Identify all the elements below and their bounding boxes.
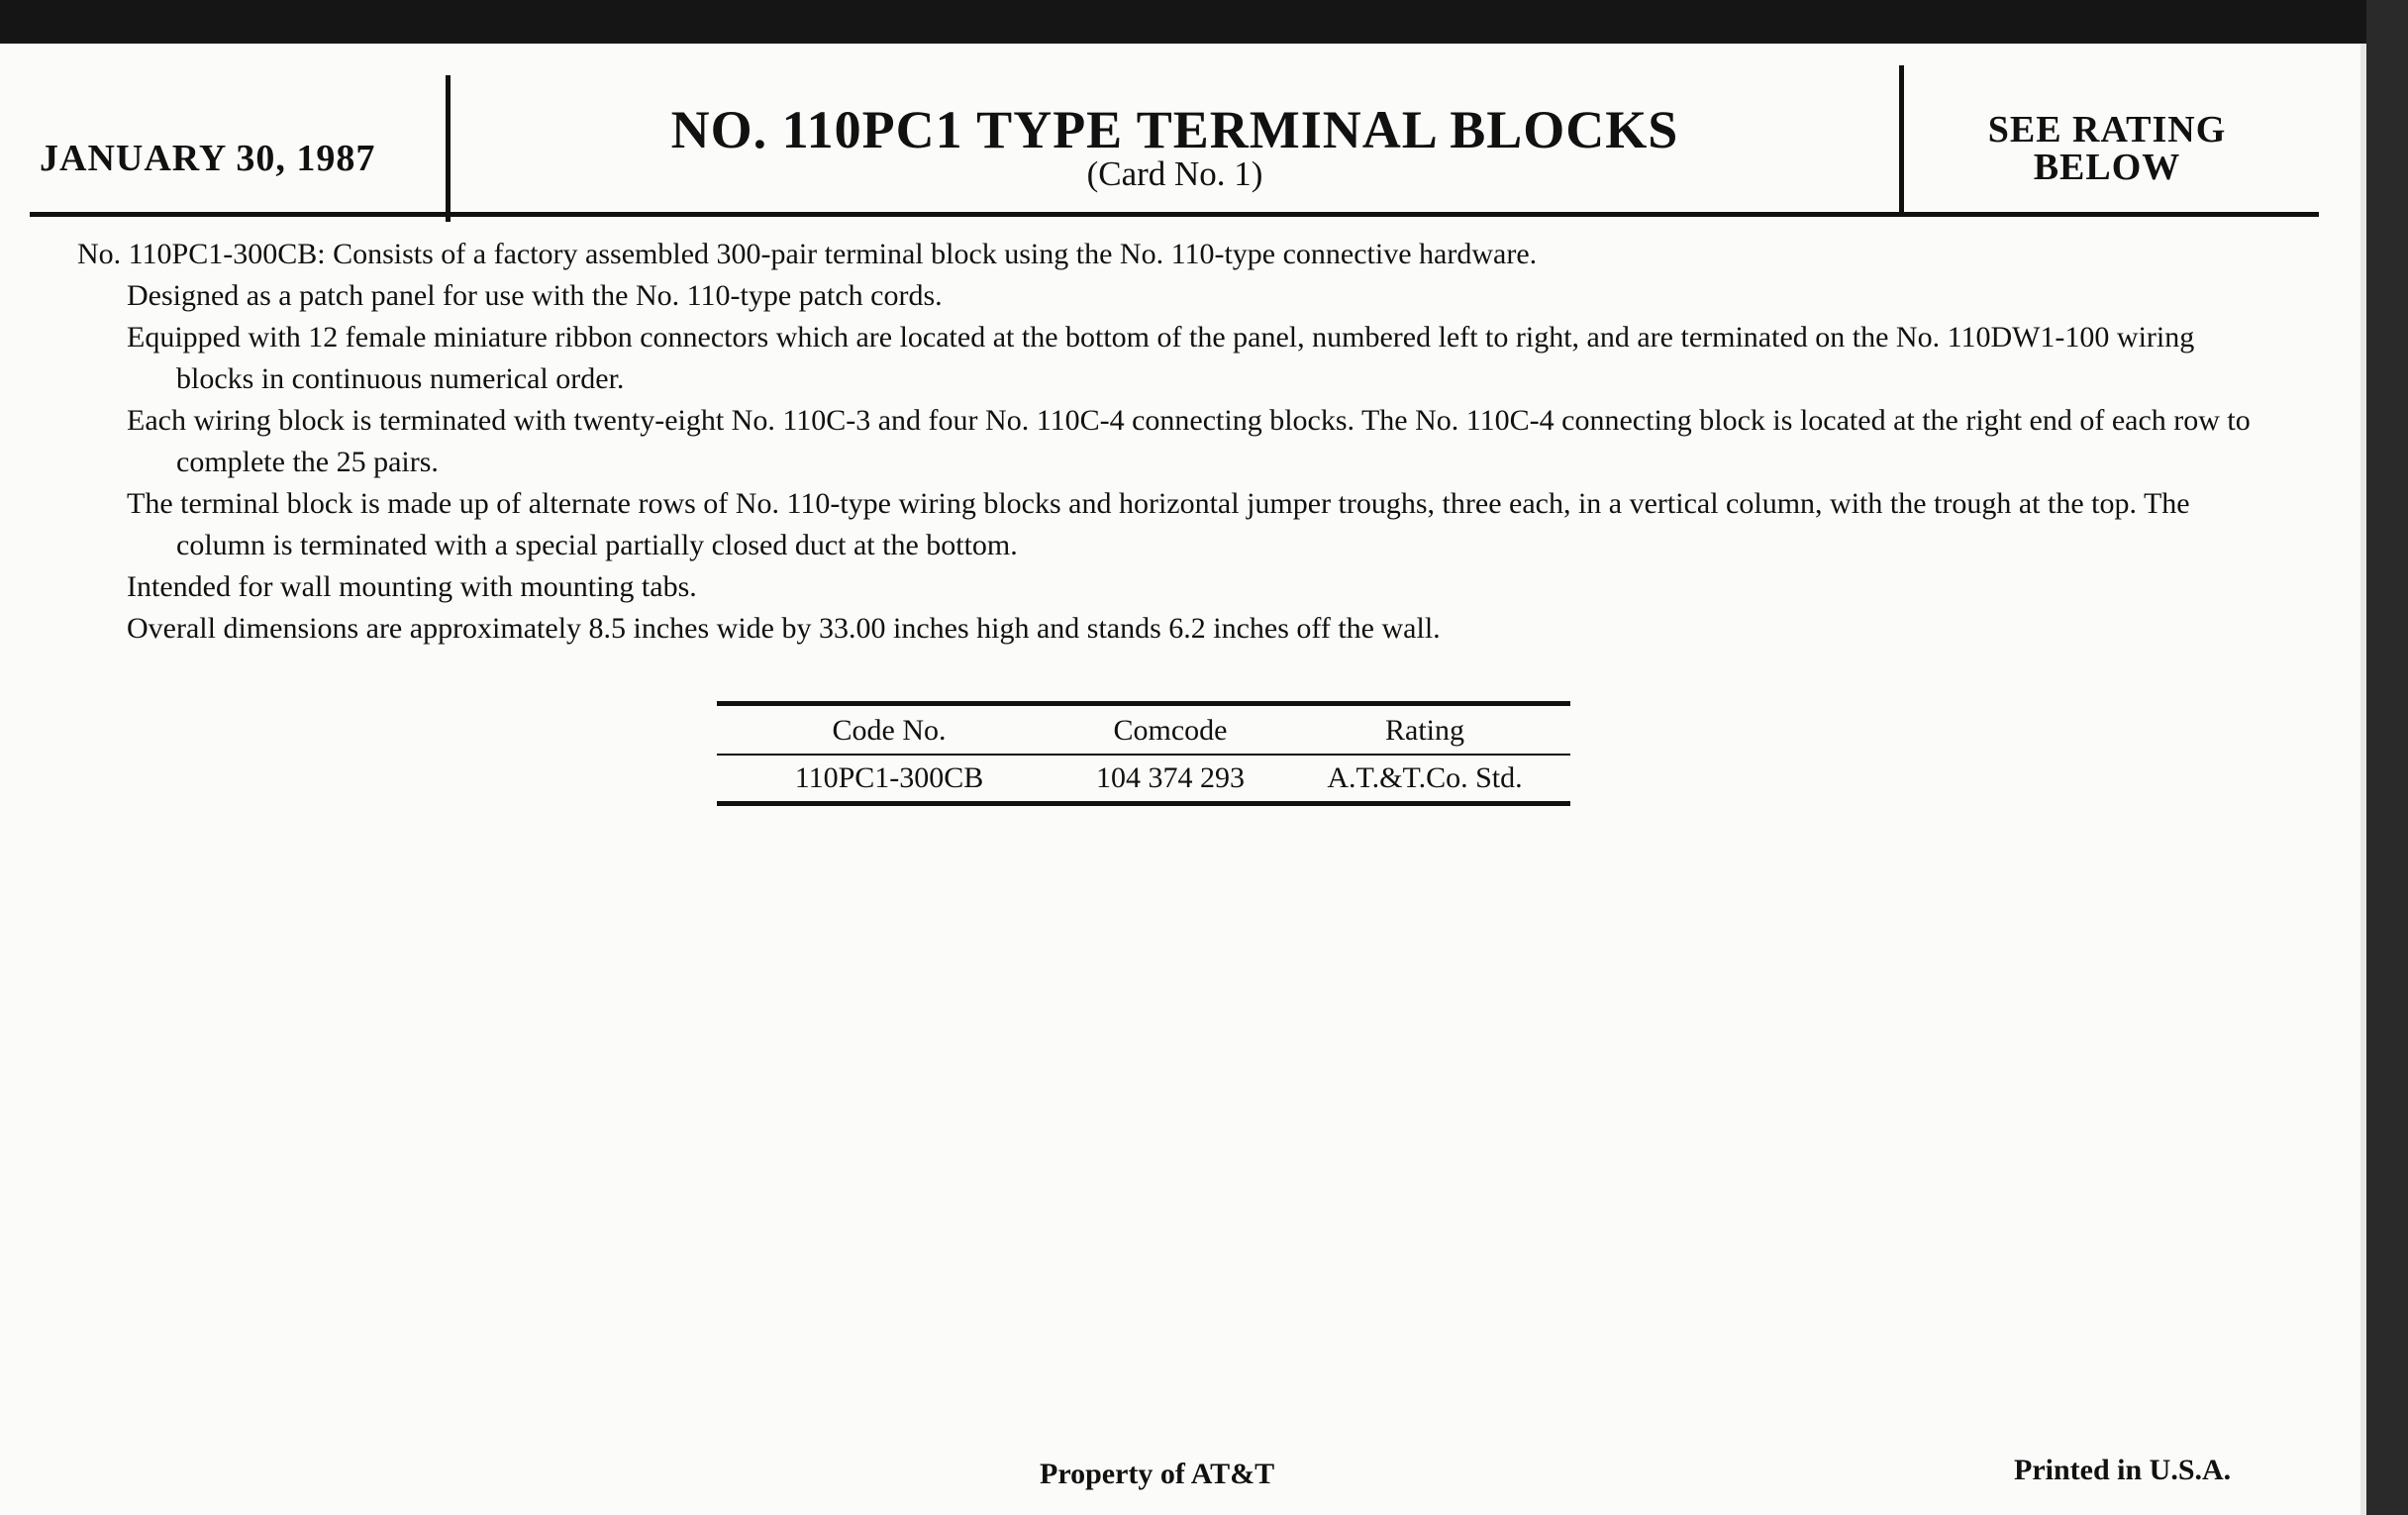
cell-rating: A.T.&T.Co. Std. — [1327, 761, 1523, 794]
table-bottom-rule — [717, 801, 1570, 806]
column-header-comcode: Comcode — [1113, 714, 1228, 747]
description-paragraph: Overall dimensions are approximately 8.5 inches wide by 33.00 inches high and stands 6.2 inches off the wall. — [127, 612, 1441, 645]
column-header-rating: Rating — [1385, 714, 1464, 747]
printed-notice: Printed in U.S.A. — [2014, 1454, 2232, 1486]
description-paragraph: Each wiring block is terminated with twenty-eight No. 110C-3 and four No. 110C-4 connecting blocks. The No. 110C-4 connecting block is located at the right end of each row to complete the 25 pairs. — [127, 404, 2251, 478]
property-notice: Property of AT&T — [1040, 1458, 1275, 1490]
issue-date: JANUARY 30, 1987 — [40, 138, 376, 179]
column-header-code: Code No. — [832, 714, 947, 747]
description-paragraph: The terminal block is made up of alternate rows of No. 110-type wiring blocks and horizontal jumper troughs, three each, in a vertical column, with the trough at the top. The column is terminated with a special partially closed duct at the bottom. — [127, 487, 2190, 561]
card-edge — [2360, 44, 2366, 1515]
document-title: NO. 110PC1 TYPE TERMINAL BLOCKS — [670, 100, 1679, 159]
header-rule — [30, 212, 2319, 217]
rating-note-line2: BELOW — [2033, 147, 2181, 188]
rating-note — [1904, 111, 2310, 186]
rating-note-line1: SEE RATING — [1987, 109, 2227, 151]
description-body — [77, 234, 2275, 650]
description-paragraph: Intended for wall mounting with mounting tabs. — [127, 570, 697, 603]
description-paragraph: Designed as a patch panel for use with the No. 110-type patch cords. — [127, 279, 943, 312]
cell-comcode: 104 374 293 — [1096, 761, 1245, 794]
code-table — [717, 701, 1570, 806]
scan-top-border — [0, 0, 2408, 44]
table-header-row — [717, 706, 1570, 754]
description-lead: No. 110PC1-300CB: Consists of a factory assembled 300-pair terminal block using the No. 110-type connective hardware. — [77, 238, 1538, 270]
table-row — [717, 756, 1570, 801]
description-paragraph: Equipped with 12 female miniature ribbon connectors which are located at the bottom of the panel, numbered left to right, and are terminated on the No. 110DW1-100 wiring blocks in continuous numerical order. — [127, 321, 2195, 395]
cell-code: 110PC1-300CB — [794, 761, 984, 794]
card-number: (Card No. 1) — [1086, 154, 1263, 193]
scan-right-border — [2366, 0, 2408, 1515]
